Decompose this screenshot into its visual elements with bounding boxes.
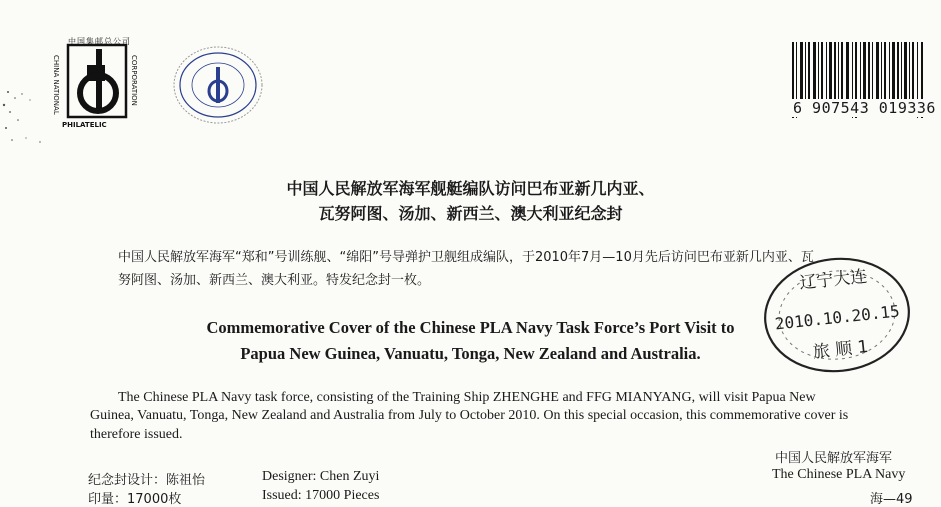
postmark-top-text: 辽宁大连	[798, 266, 869, 294]
svg-text:PHILATELIC: PHILATELIC	[62, 121, 107, 129]
designer-cn: 纪念封设计：陈祖怡	[88, 473, 206, 488]
cnpc-logo-icon	[40, 35, 150, 130]
svg-text:CORPORATION: CORPORATION	[130, 55, 138, 106]
cn-body-line1: 中国人民解放军海军“郑和”号训练舰、“绵阳”号导弹护卫舰组成编队，于2010年7月—10月先后访问巴布亚新几内亚、瓦	[118, 250, 814, 265]
en-body-line2: Guinea, Vanuatu, Tonga, New Zealand and Australia from July to October 2010. On this special occasion, this commemorative cover is	[90, 408, 849, 423]
postmark-bottom-text: 旅 顺 1	[811, 336, 870, 363]
print-run-cn: 印量：17000枚	[88, 492, 182, 507]
postmark-date: 2010.10.20.15	[773, 301, 901, 334]
postmark-stamp	[755, 255, 920, 375]
barcode-number: 6 907543 019336	[793, 99, 936, 117]
cn-title-line1: 中国人民解放军海军舰艇编队访问巴布亚新几内亚、	[286, 179, 655, 198]
issuer-cn: 中国人民解放军海军	[775, 451, 893, 466]
philatelic-seal-icon	[172, 45, 264, 125]
en-body-line3: therefore issued.	[90, 427, 183, 442]
en-title-line2: Papua New Guinea, Vanuatu, Tonga, New Zealand and Australia.	[240, 344, 701, 363]
cn-body-line2: 努阿图、汤加、新西兰、澳大利亚。特发纪念封一枚。	[118, 273, 431, 288]
print-run-en: Issued: 17000 Pieces	[262, 488, 380, 503]
designer-en: Designer: Chen Zuyi	[262, 469, 380, 484]
issuer-en: The Chinese PLA Navy	[772, 467, 906, 482]
cn-title-line2: 瓦努阿图、汤加、新西兰、澳大利亚纪念封	[318, 204, 623, 223]
en-body-line1: The Chinese PLA Navy task force, consisting of the Training Ship ZHENGHE and FFG MIANYANG, will visit Papua New	[118, 390, 816, 405]
issuer-code: 海—49	[870, 492, 913, 507]
svg-text:CHINA NATIONAL: CHINA NATIONAL	[52, 55, 60, 115]
en-title-line1: Commemorative Cover of the Chinese PLA Navy Task Force’s Port Visit to	[206, 318, 735, 337]
logo-chinese-name: 中国集邮总公司	[68, 37, 131, 46]
